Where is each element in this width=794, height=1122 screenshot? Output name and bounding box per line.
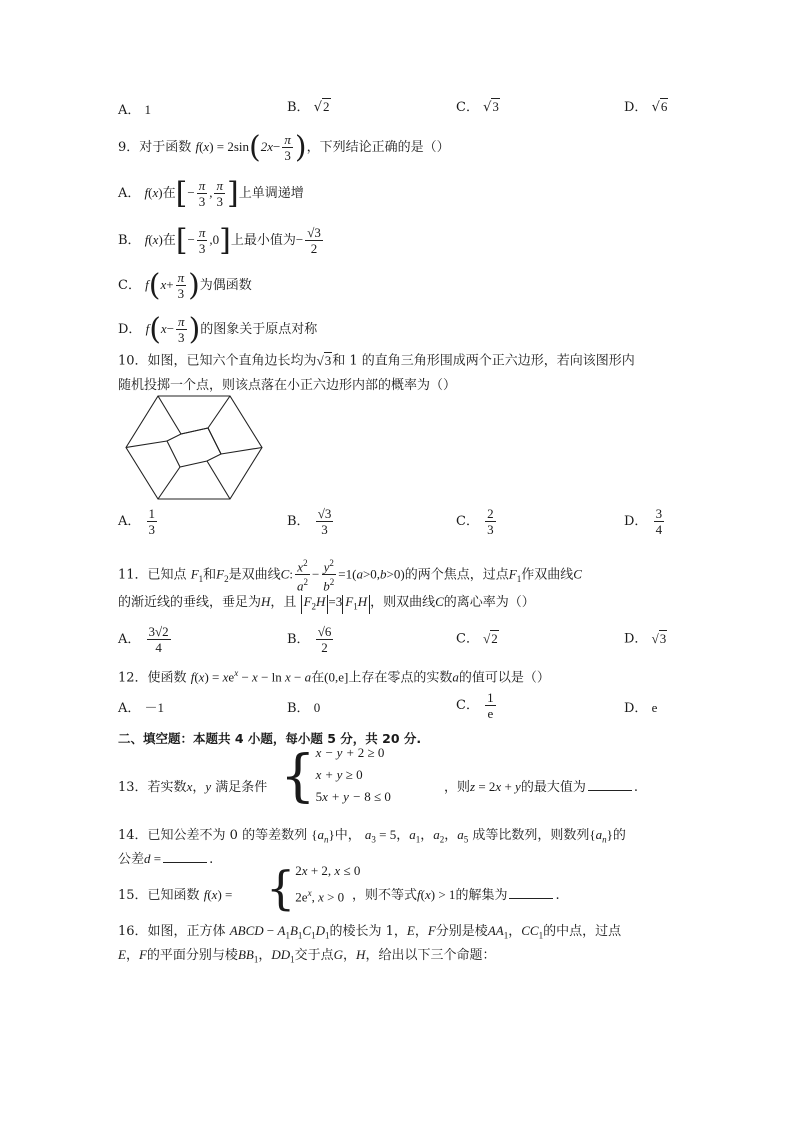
question-text: 的最大值为 [520,780,586,795]
question-text: 的 [612,828,626,843]
question-text: 如图，已知六个直角边长均为 [147,353,317,369]
option-label: C． [456,100,479,115]
option-text: 在 [162,186,176,201]
question-text: 如图，正方体 [147,924,226,939]
question-text: 已知函数 [147,888,200,903]
question-text: 的棱长为 1， [329,924,407,939]
pinwheel-line [207,461,230,499]
question-number: 11． [118,567,148,583]
question-number: 14． [118,828,148,843]
question-16-stem-line-2: E，F的平面分别与棱$BB_1$，$DD_1$交于点G，H，给出以下三个命题： [118,947,496,965]
question-10-option-c: C． $\frac{2}{3}$ [456,506,494,537]
question-text: 使函数 [147,670,187,686]
question-11-option-b: B． $\frac{√6}{2}$ [287,624,332,655]
question-10-option-a: A． $\frac{1}{3}$ [118,506,156,537]
option-text: 上单调递增 [238,186,304,201]
option-label: A． [118,632,141,647]
question-text: 的平面分别与棱 [146,948,238,963]
question-text: 的解集为 [455,888,508,903]
pinwheel-line [158,396,181,434]
option-label: C． [456,698,479,713]
question-9-option-c: C． f(x+ $\frac{\pi}{3}$ )为偶函数 [118,267,252,303]
question-12-option-d [624,699,657,718]
question-text: ，下列结论正确的是（） [306,140,450,155]
question-12-option-c: C． $\frac{1}{e}$ [456,690,494,721]
answer-blank[interactable] [509,898,553,899]
question-11-option-a: A． $\frac{3√2}{4}$ [118,624,169,655]
question-number: 9． [118,140,140,155]
section-title: 二、填空题：本题共 4 小题，每小题 5 分，共 20 分. [118,731,422,746]
option-label: C． [118,278,141,293]
option-value: 0 [313,700,321,715]
question-text: ，给出以下三个命题： [365,948,496,963]
answer-blank[interactable] [163,862,207,863]
inner-hexagon [167,428,221,467]
question-number: 10． [118,353,148,369]
question-11-option-d: D． √3 [624,631,667,647]
option-label: B． [287,514,310,529]
question-12-stem: 12．使函数 $f(x) = xe^x - x - \ln x - a$在(0,e]上存在零点的实数a的值可以是（） [118,668,550,686]
math-expression: f [195,139,200,154]
question-text: 的渐近线的垂线，垂足为 [118,595,262,610]
option-label: B． [118,233,141,248]
question-text: 交于点 [294,948,334,963]
question-10-option-b: B． $\frac{√3}{3}$ [287,506,332,537]
option-label: A． [118,103,141,118]
punctuation: . [209,852,214,867]
question-number: 12． [118,670,148,686]
sqrt-expression: √2 [313,99,330,115]
option-value: －1 [144,700,165,715]
question-number: 15． [118,888,148,903]
question-text: 已知点 [147,567,187,583]
question-number: 16． [118,924,148,939]
question-9-stem: 9．对于函数 f(x) = 2sin(2x− $\frac{\pi}{3}$ )，下列结论正确的是（） [118,129,450,165]
question-text: 的中点，过点 [543,924,622,939]
question-13-stem: 13．若实数x，y 满足条件 { x − y + 2 ≥ 0 x + y ≥ 0 5x + y − 8 ≤ 0 ，则z = 2x + y的最大值为 . [118,744,638,809]
question-text: 的值可以是（） [458,670,550,686]
option-text: 上最小值为 [230,233,296,248]
question-text: 的离心率为（） [443,595,535,610]
answer-blank[interactable] [588,790,632,791]
option-value: 1 [144,102,152,117]
option-label: B． [287,701,310,716]
question-11-stem-line-1: 11．已知点 $F_1$和$F_2$是双曲线C: $\frac{x^2}{a^2}$ − $\frac{y^2}{b^2}$ =1(a>0,b>0)的两个焦点，过点$F_1$作双曲线C [118,558,582,594]
question-11-option-c: C． √2 [456,631,498,647]
option-value: e [651,700,658,715]
sqrt-expression: √3 [483,99,499,115]
top-option-a [118,101,151,120]
question-text: 随机投掷一个点，则该点落在小正六边形内部的概率为（） [118,378,457,393]
pinwheel-line [208,396,230,428]
option-label: D． [624,631,648,647]
option-label: D． [624,100,648,115]
question-text: ，则双曲线 [370,595,436,610]
option-text: 在 [162,233,176,248]
option-label: D． [624,701,648,716]
question-text: 的两个焦点，过点 [404,567,509,583]
question-16-stem-line-1: 16．如图，正方体 ABCD − $A_1B_1C_1D_1$的棱长为 1，E，F分别是棱$AA_1$，$CC_1$的中点，过点 [118,923,622,941]
question-10-stem-line-1: 10．如图，已知六个直角边长均为√3和 1 的直角三角形围成两个正六边形，若向该图形内 [118,353,635,369]
piecewise-function: { 2x + 2, x ≤ 0 $2e^x$, x > 0 [266,861,361,916]
option-text: 的图象关于原点对称 [200,322,318,337]
option-label: D． [118,322,142,337]
question-9-option-d: D． f(x− $\frac{\pi}{3}$ )的图象关于原点对称 [118,311,318,347]
top-option-b [287,98,331,117]
option-label: B． [287,100,310,115]
punctuation: . [555,888,560,903]
question-text: 满足条件 [215,780,268,795]
question-text: 和 [203,567,217,583]
top-option-c [456,98,500,117]
constraint-system: { x − y + 2 ≥ 0 x + y ≥ 0 5x + y − 8 ≤ 0 [280,744,391,809]
question-text: 中， [334,828,361,843]
question-text: 公差 [118,852,145,867]
option-label: C． [456,631,479,647]
question-9-option-a: A． f(x)在[− $\frac{\pi}{3}$ , $\frac{\pi}{3}$ ]上单调递增 [118,175,304,211]
hexagon-figure [124,394,264,501]
pinwheel-line [181,428,208,434]
option-label: C． [456,514,479,529]
pinwheel-line [208,428,221,454]
question-text: 作双曲线 [521,567,574,583]
question-14-stem-line-2: 公差d = . [118,851,214,867]
option-label: B． [287,632,310,647]
option-label: A． [118,514,141,529]
question-text: 和 1 的直角三角形围成两个正六边形，若向该图形内 [332,353,635,369]
pinwheel-line [158,467,180,499]
outer-hexagon [126,396,262,499]
punctuation: . [633,780,638,795]
question-text: ，则不等式 [352,888,418,903]
pinwheel-line [221,448,262,455]
question-15-stem: 15．已知函数 f(x) = { 2x + 2, x ≤ 0 $2e^x$, x > 0 ，则不等式f(x) > 1的解集为 . [118,861,560,916]
option-label: A． [118,701,141,716]
question-12-option-b [287,699,320,718]
question-11-stem-line-2: 的渐近线的垂线，垂足为H，且 $F_2H =3$ $F_1H$ ，则双曲线C的离心率为（） [118,594,535,612]
question-10-stem-line-2 [118,377,676,395]
sqrt-expression: √6 [651,99,668,115]
question-14-stem-line-1: 14．已知公差不为 0 的等差数列 $\{a_n\}$中， $a_3 = 5$，$a_1$，$a_2$，$a_5$ 成等比数列，则数列$\{a_n\}$的 [118,827,626,845]
question-text: 是双曲线 [228,567,281,583]
question-text: 上存在零点的实数 [348,670,453,686]
question-12-option-a [118,699,164,718]
question-10-option-d: D． $\frac{3}{4}$ [624,506,663,537]
question-number: 13． [118,780,148,795]
option-text: 为偶函数 [199,278,252,293]
question-text: ，且 [270,595,297,610]
option-label: D． [624,514,648,529]
question-text: 在 [311,670,325,686]
question-text: 已知公差不为 0 的等差数列 [147,828,308,843]
option-label: A． [118,186,141,201]
question-text: 成等比数列，则数列 [472,828,590,843]
pinwheel-line [126,441,167,448]
question-9-option-b: B． f(x)在[− $\frac{\pi}{3}$ ,0]上最小值为− $\frac{√3}{2}$ [118,222,321,258]
question-text: 分别是棱 [435,924,488,939]
question-text: ，则 [444,780,471,795]
question-text: 对于函数 [139,140,192,155]
question-text: 若实数 [147,780,187,795]
top-option-d [624,98,668,117]
